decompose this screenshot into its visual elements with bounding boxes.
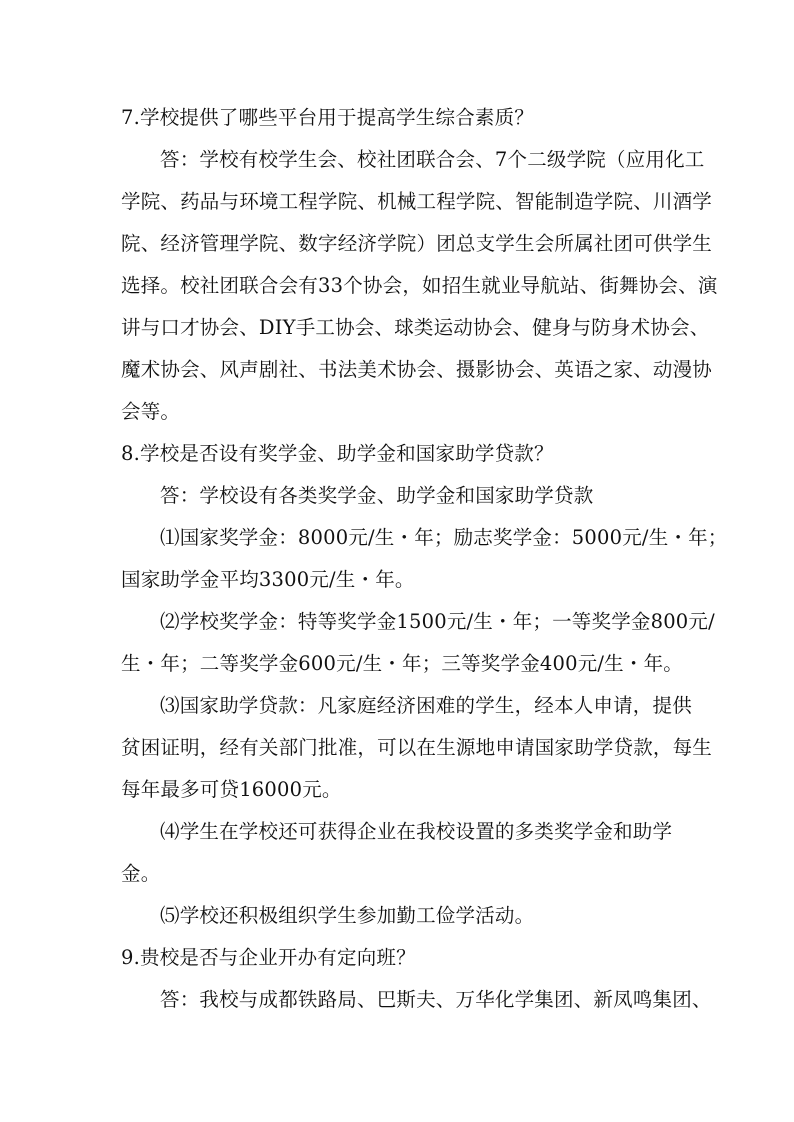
answer-8-item-2-line-2: 生・年；二等奖学金600元/生・年；三等奖学金400元/生・年。 xyxy=(121,652,683,675)
question-7: 7.学校提供了哪些平台用于提高学生综合素质？ xyxy=(121,106,535,129)
answer-8-intro: 答：学校设有各类奖学金、助学金和国家助学贷款 xyxy=(160,484,594,507)
answer-8-item-1-line-1: ⑴国家奖学金：8000元/生・年；励志奖学金：5000元/生・年； xyxy=(160,526,728,549)
answer-8-item-3-line-1: ⑶国家助学贷款：凡家庭经济困难的学生，经本人申请，提供 xyxy=(160,694,692,717)
answer-7-line-6: 魔术协会、风声剧社、书法美术协会、摄影协会、英语之家、动漫协 xyxy=(121,358,713,381)
answer-7-line-3: 院、经济管理学院、数字经济学院）团总支学生会所属社团可供学生 xyxy=(121,232,713,255)
answer-7-line-2: 学院、药品与环境工程学院、机械工程学院、智能制造学院、川酒学 xyxy=(121,190,713,213)
answer-8-item-4-line-2: 金。 xyxy=(121,862,161,885)
answer-8-item-3-line-3: 每年最多可贷16000元。 xyxy=(121,778,342,801)
answer-7-line-1: 答：学校有校学生会、校社团联合会、7个二级学院（应用化工 xyxy=(160,148,705,171)
answer-8-item-4-line-1: ⑷学生在学校还可获得企业在我校设置的多类奖学金和助学 xyxy=(160,820,673,843)
question-9: 9.贵校是否与企业开办有定向班？ xyxy=(121,946,416,969)
answer-7-line-5: 讲与口才协会、DIY手工协会、球类运动协会、健身与防身术协会、 xyxy=(121,316,710,339)
answer-8-item-3-line-2: 贫困证明，经有关部门批准，可以在生源地申请国家助学贷款，每生 xyxy=(121,736,713,759)
answer-8-item-1-line-2: 国家助学金平均3300元/生・年。 xyxy=(121,568,415,591)
answer-7-line-4: 选择。校社团联合会有33个协会，如招生就业导航站、街舞协会、演 xyxy=(121,274,718,297)
answer-7-line-7: 会等。 xyxy=(121,400,181,423)
answer-8-item-2-line-1: ⑵学校奖学金：特等奖学金1500元/生・年；一等奖学金800元/ xyxy=(160,610,715,633)
question-8: 8.学校是否设有奖学金、助学金和国家助学贷款？ xyxy=(121,442,554,465)
answer-8-item-5: ⑸学校还积极组织学生参加勤工俭学活动。 xyxy=(160,904,535,927)
answer-9-line-1: 答：我校与成都铁路局、巴斯夫、万华化学集团、新凤鸣集团、 xyxy=(160,988,712,1011)
